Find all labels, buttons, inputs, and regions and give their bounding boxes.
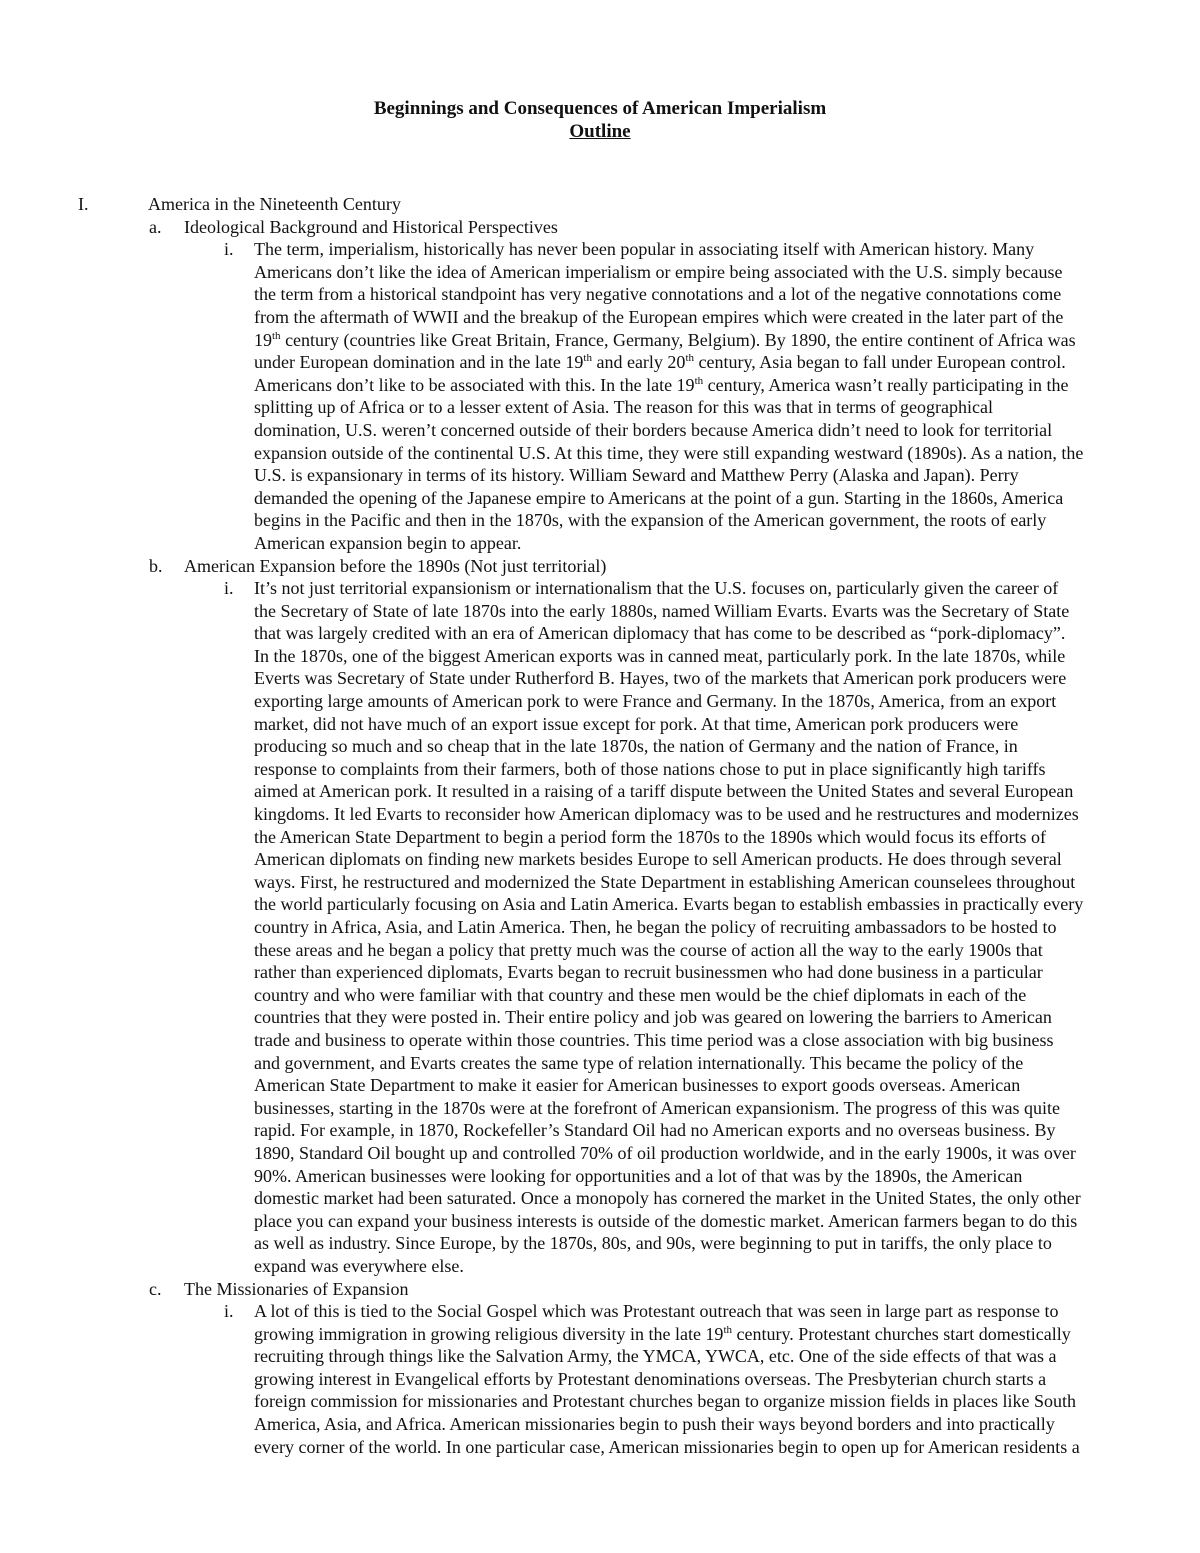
paragraph-line: A lot of this is tied to the Social Gospel which was Protestant outreach that was seen in large part as response to [254, 1301, 1059, 1322]
paragraph-line: expand was everywhere else. [254, 1255, 464, 1276]
paragraph-line: place you can expand your business interests is outside of the domestic market. American farmers began to do this [254, 1210, 1078, 1231]
paragraph-line: 1890, Standard Oil bought up and controlled 70% of oil production worldwide, and in the early 1900s, it was over [254, 1142, 1076, 1163]
paragraph-line: American expansion begin to appear. [254, 532, 522, 553]
paragraph-line: expansion outside of the continental U.S. At this time, they were still expanding westward (1890s). As a nation, the [254, 442, 1084, 463]
paragraph-line: 90%. American businesses were looking for opportunities and a lot of that was by the 1890s, the American [254, 1165, 1023, 1186]
paragraph-line: ways. First, he restructured and modernized the State Department in establishing American counselees throughout [254, 871, 1076, 892]
paragraph-line: exporting large amounts of American pork to were France and Germany. In the 1870s, America, from an export [254, 691, 1057, 712]
paragraph-line: the world particularly focusing on Asia and Latin America. Evarts began to establish embassies in practically every [254, 894, 1084, 915]
paragraph-line: and government, and Evarts creates the same type of relation internationally. This became the policy of the [254, 1052, 1024, 1073]
subsection-marker: b. [149, 555, 163, 576]
paragraph-line: foreign commission for missionaries and Protestant churches began to organize mission fields in places like South [254, 1391, 1077, 1412]
paragraph-line: country and who were familiar with that country and these men would be the chief diplomats in each of the [254, 984, 1027, 1005]
paragraph-line: every corner of the world. In one particular case, American missionaries begin to open up for American residents a [254, 1436, 1080, 1457]
paragraph-line: Americans don’t like to be associated with this. In the late 19th century, America wasn’t really participating in the [254, 374, 1069, 395]
subsection-heading [0, 1278, 1200, 1301]
paragraph-line: American State Department to make it easier for American businesses to export goods overseas. American [254, 1075, 1021, 1096]
outline-body [0, 193, 1200, 1458]
title-block [0, 97, 1200, 143]
paragraph-line: Americans don’t like the idea of American imperialism or empire being associated with the U.S. simply because [254, 261, 1063, 282]
paragraph-line: In the 1870s, one of the biggest American exports was in canned meat, particularly pork. In the late 1870s, while [254, 645, 1066, 666]
paragraph-line: from the aftermath of WWII and the breakup of the European empires which were created in the later part of the [254, 306, 1064, 327]
paragraph-line: recruiting through things like the Salvation Army, the YMCA, YWCA, etc. One of the side effects of that was a [254, 1346, 1057, 1367]
paragraph-line: splitting up of Africa or to a lesser extent of Asia. The reason for this was that in terms of geographical [254, 397, 993, 418]
paragraph-line: growing immigration in growing religious diversity in the late 19th century. Protestant churches start domestically [254, 1323, 1071, 1344]
paragraph-line: begins in the Pacific and then in the 1870s, with the expansion of the American government, the roots of early [254, 510, 1047, 531]
paragraph-line: the American State Department to begin a period form the 1870s to the 1890s which would focus its efforts of [254, 826, 1046, 847]
paragraph-line: rapid. For example, in 1870, Rockefeller’s Standard Oil had no American exports and no overseas business. By [254, 1120, 1056, 1141]
paragraph-line: U.S. is expansionary in terms of its history. William Seward and Matthew Perry (Alaska and Japan). Perry [254, 465, 1019, 486]
paragraph-line: trade and business to operate within those countries. This time period was a close association with big business [254, 1029, 1054, 1050]
section-marker: I. [78, 194, 89, 214]
paragraph-line: kingdoms. It led Evarts to reconsider how American diplomacy was to be used and he restructures and modernizes [254, 804, 1079, 825]
paragraph-line: demanded the opening of the Japanese empire to Americans at the point of a gun. Starting in the 1860s, America [254, 487, 1064, 508]
paragraph-line: that was largely credited with an era of American diplomacy that has come to be described as “pork-diplomacy”. [254, 623, 1066, 644]
paragraph-line: 19th century (countries like Great Britain, France, Germany, Belgium). By 1890, the entire continent of Africa was [254, 329, 1076, 350]
item-paragraph [254, 238, 1166, 554]
subsection-marker: a. [149, 216, 162, 237]
paragraph-line: these areas and he began a policy that pretty much was the course of action all the way to the early 1900s that [254, 939, 1043, 960]
item-paragraph [254, 577, 1166, 1277]
paragraph-line: under European domination and in the late 19th and early 20th century, Asia began to fall under European control. [254, 352, 1066, 373]
item-marker: i. [224, 239, 234, 260]
subsection-title: American Expansion before the 1890s (Not just territorial) [184, 555, 607, 576]
outline-item [0, 577, 1200, 1277]
section-title: America in the Nineteenth Century [148, 194, 401, 214]
paragraph-line: as well as industry. Since Europe, by the 1870s, 80s, and 90s, were beginning to put in tariffs, the only place to [254, 1233, 1052, 1254]
document-title: Beginnings and Consequences of American Imperialism [373, 98, 827, 119]
paragraph-line: producing so much and so cheap that in the late 1870s, the nation of Germany and the nation of France, in [254, 736, 1018, 757]
paragraph-line: American diplomats on finding new markets besides Europe to sell American products. He does through several [254, 849, 1062, 870]
paragraph-line: The term, imperialism, historically has never been popular in associating itself with American history. Many [254, 239, 1035, 260]
paragraph-line: countries that they were posted in. Their entire policy and job was geared on lowering the barriers to American [254, 1007, 1052, 1028]
item-marker: i. [224, 578, 234, 599]
subsection-heading [0, 555, 1200, 578]
subsection-title: Ideological Background and Historical Perspectives [184, 216, 558, 237]
subsection-title: The Missionaries of Expansion [184, 1278, 409, 1299]
paragraph-line: aimed at American pork. It resulted in a raising of a tariff dispute between the United States and several European [254, 781, 1074, 802]
paragraph-line: rather than experienced diplomats, Evarts began to recruit businessmen who had done business in a particular [254, 962, 1043, 983]
paragraph-line: It’s not just territorial expansionism or internationalism that the U.S. focuses on, particularly given the career of [254, 578, 1059, 599]
subsection-heading [0, 216, 1200, 239]
paragraph-line: businesses, starting in the 1870s were at the forefront of American expansionism. The progress of this was quite [254, 1097, 1060, 1118]
subsection-marker: c. [149, 1278, 162, 1299]
section-heading [0, 193, 1200, 216]
paragraph-line: domination, U.S. weren’t concerned outside of their borders because America didn’t need to look for territorial [254, 419, 1053, 440]
paragraph-line: growing interest in Evangelical efforts by Protestant denominations overseas. The Presbyterian church starts a [254, 1368, 1047, 1389]
paragraph-line: Everts was Secretary of State under Rutherford B. Hayes, two of the markets that American pork producers were [254, 668, 1067, 689]
paragraph-line: the term from a historical standpoint has very negative connotations and a lot of the negative connotations come [254, 284, 1062, 305]
paragraph-line: market, did not have much of an export issue except for pork. At that time, American pork producers were [254, 713, 1019, 734]
outline-item [0, 1300, 1200, 1458]
paragraph-line: country in Africa, Asia, and Latin America. Then, he began the policy of recruiting ambassadors to be hosted to [254, 917, 1057, 937]
paragraph-line: domestic market had been saturated. Once a monopoly has cornered the market in the United States, the only other [254, 1188, 1081, 1209]
item-marker: i. [224, 1301, 234, 1322]
paragraph-line: America, Asia, and Africa. American missionaries begin to push their ways beyond borders and into practically [254, 1414, 1055, 1435]
paragraph-line: the Secretary of State of late 1870s into the early 1880s, named William Evarts. Evarts was the Secretary of State [254, 600, 1070, 621]
document-subtitle: Outline [569, 121, 631, 142]
item-paragraph [254, 1300, 1166, 1458]
paragraph-line: response to complaints from their farmers, both of those nations chose to put in place significantly high tariffs [254, 758, 1046, 779]
outline-item [0, 238, 1200, 554]
